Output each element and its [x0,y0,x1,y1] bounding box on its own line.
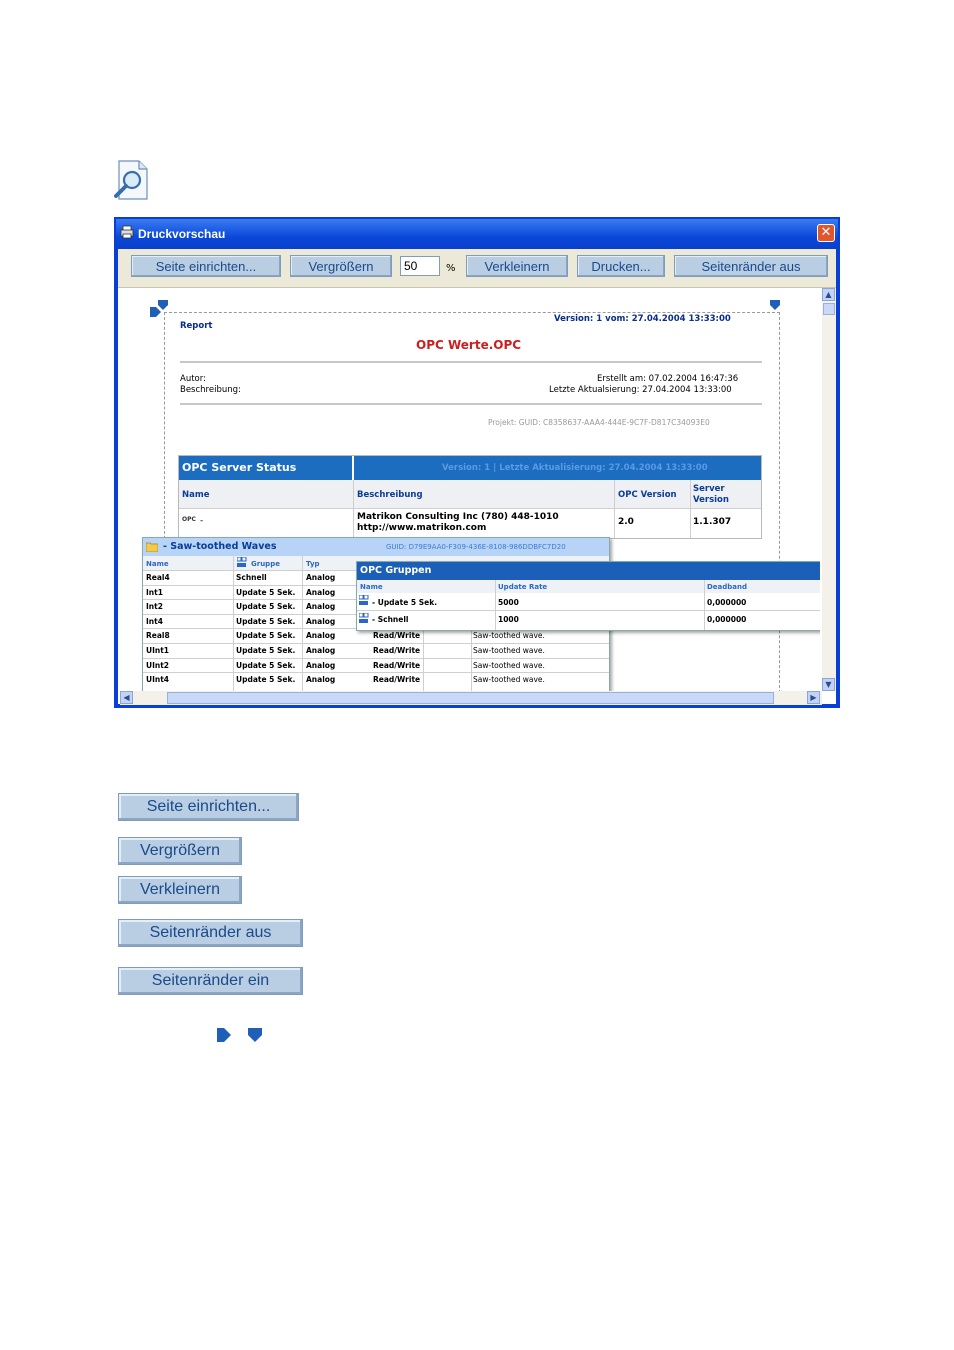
column-header: Gruppe [251,560,280,568]
wave-access: Read/Write [373,646,421,655]
printer-icon [120,225,134,239]
wave-name: Int2 [146,602,163,612]
horizontal-scrollbar[interactable] [120,691,822,705]
magnifier-icon [113,160,149,200]
wave-type: Analog [306,587,336,597]
margin-marker-down-icon[interactable] [158,300,168,310]
wave-group: Update 5 Sek. [236,616,296,626]
wave-group: Update 5 Sek. [236,646,296,655]
row-divider [143,643,609,644]
column-divider [690,480,691,538]
row-divider [143,658,609,659]
groups-panel-header [357,562,820,580]
updated-date: Letzte Aktualsierung: 27.04.2004 13:33:00 [549,385,732,395]
server-status-version-bar [354,456,761,480]
group-name: - Update 5 Sek. [372,598,438,607]
wave-access: Read/Write [373,675,421,685]
report-label: Report [180,321,213,331]
row-divider [179,508,761,509]
column-divider [302,556,303,691]
column-header: Beschreibung [357,490,423,500]
wave-desc: Saw-toothed wave. [473,675,545,685]
vertical-scrollbar[interactable] [822,288,836,691]
column-divider [495,580,496,630]
group-rate: 5000 [498,598,519,607]
group-icon [359,613,369,624]
opc-version-value: 2.0 [618,517,634,527]
wave-group: Update 5 Sek. [236,602,296,612]
divider [180,403,762,405]
wave-desc: Saw-toothed wave. [473,660,545,670]
margin-marker-down-icon[interactable] [770,300,780,310]
scroll-down-icon[interactable]: ▼ [822,678,835,691]
wave-group: Schnell [236,573,267,582]
row-divider [143,672,609,673]
group-name: - Schnell [372,615,409,624]
column-divider [353,480,354,538]
groups-header-row [357,580,820,593]
scroll-right-icon[interactable]: ▶ [807,691,820,704]
wave-type: Analog [306,602,336,612]
zoom-input[interactable]: 50 [400,256,440,276]
wave-group: Update 5 Sek. [236,587,296,597]
column-header: Typ [306,560,320,568]
wave-type: Analog [306,675,336,685]
created-date: Erstellt am: 07.02.2004 16:47:36 [597,374,739,384]
column-divider [471,629,472,691]
window-client [118,249,836,704]
wave-name: UInt4 [146,675,170,685]
author-label: Autor: [180,374,206,384]
wave-desc: Saw-toothed wave. [473,631,545,641]
close-button[interactable] [817,224,835,242]
server-name: - [200,516,204,526]
group-rate: 1000 [498,615,519,624]
wave-desc: Saw-toothed wave. [473,646,545,655]
scroll-thumb[interactable] [823,303,835,315]
opc-server-icon: OPC [182,516,196,523]
column-header: Update Rate [498,583,548,591]
close-icon: ✕ [820,225,832,240]
print-button[interactable]: Drucken... [577,255,665,277]
report-version: Version: 1 vom: 27.04.2004 13:33:00 [554,314,731,324]
wave-type: Analog [306,631,336,641]
wave-name: UInt1 [146,646,170,655]
project-guid: Projekt: GUID: C8358637-AAA4-444E-9C7F-D817C34093E0 [488,418,710,427]
waves-title: - Saw-toothed Waves [163,541,277,552]
legend-zoom-out-button[interactable]: Verkleinern [118,876,242,904]
print-preview-window [114,217,840,708]
column-header: Name [146,560,169,568]
column-header: Name [182,490,210,500]
server-status-header [179,456,352,480]
legend-margins-off-button[interactable]: Seitenränder aus [118,919,303,947]
server-description: Matrikon Consulting Inc (780) 448-1010 [357,512,559,522]
waves-panel-header [143,538,609,556]
wave-access: Read/Write [373,660,421,670]
zoom-out-button[interactable]: Verkleinern [466,255,568,277]
scroll-thumb[interactable] [167,692,774,704]
server-status-title: OPC Server Status [182,461,297,474]
wave-name: Real4 [146,573,170,582]
server-status-version: Version: 1 | Letzte Aktualisierung: 27.04.2004 13:33:00 [442,463,708,473]
preview-page [120,288,820,691]
scroll-left-icon[interactable]: ◀ [120,691,133,704]
wave-group: Update 5 Sek. [236,660,296,670]
wave-type: Analog [306,660,336,670]
row-divider [357,610,820,611]
toolbar [118,249,836,288]
scroll-up-icon[interactable]: ▲ [822,288,835,301]
wave-type: Analog [306,616,336,626]
column-divider [423,629,424,691]
column-divider [704,580,705,630]
wave-group: Update 5 Sek. [236,631,296,641]
wave-type: Analog [306,573,336,582]
server-url: http://www.matrikon.com [357,523,487,533]
column-header: Deadband [707,583,748,591]
legend-margins-on-button[interactable]: Seitenränder ein [118,967,303,995]
window-title: Druckvorschau [138,227,226,241]
waves-guid: GUID: D79E9AA0-F309-436E-8108-986DDBFC7D20 [386,543,566,551]
wave-name: Int1 [146,587,163,597]
legend-page-setup-button[interactable]: Seite einrichten... [118,793,299,821]
report-title: OPC Werte.OPC [416,338,522,352]
column-header: OPC Version [618,490,677,500]
divider [180,361,762,363]
margin-marker-right-icon [217,1028,231,1042]
wave-group: Update 5 Sek. [236,675,296,685]
group-icon [237,557,247,568]
wave-name: UInt2 [146,660,170,670]
column-divider [614,480,615,538]
wave-name: Real8 [146,631,170,641]
wave-access: Read/Write [373,631,421,641]
column-header: Name [360,583,383,591]
margin-marker-down-icon [248,1028,262,1042]
column-divider [233,556,234,691]
groups-panel[interactable] [356,561,820,631]
wave-name: Int4 [146,616,163,626]
server-version-value: 1.1.307 [693,517,732,527]
groups-title: OPC Gruppen [360,565,432,576]
margins-off-button[interactable]: Seitenränder aus [674,255,828,277]
legend-zoom-in-button[interactable]: Vergrößern [118,837,242,865]
zoom-unit: % [446,263,456,274]
wave-type: Analog [306,646,336,655]
column-header: Server Version [693,484,729,505]
group-deadband: 0,000000 [707,615,747,624]
group-deadband: 0,000000 [707,598,747,607]
group-icon [359,595,369,606]
title-bar [116,219,838,249]
description-label: Beschreibung: [180,385,241,395]
zoom-in-button[interactable]: Vergrößern [290,255,392,277]
page-setup-button[interactable]: Seite einrichten... [131,255,281,277]
folder-icon [146,542,158,552]
server-status-table [178,455,762,539]
